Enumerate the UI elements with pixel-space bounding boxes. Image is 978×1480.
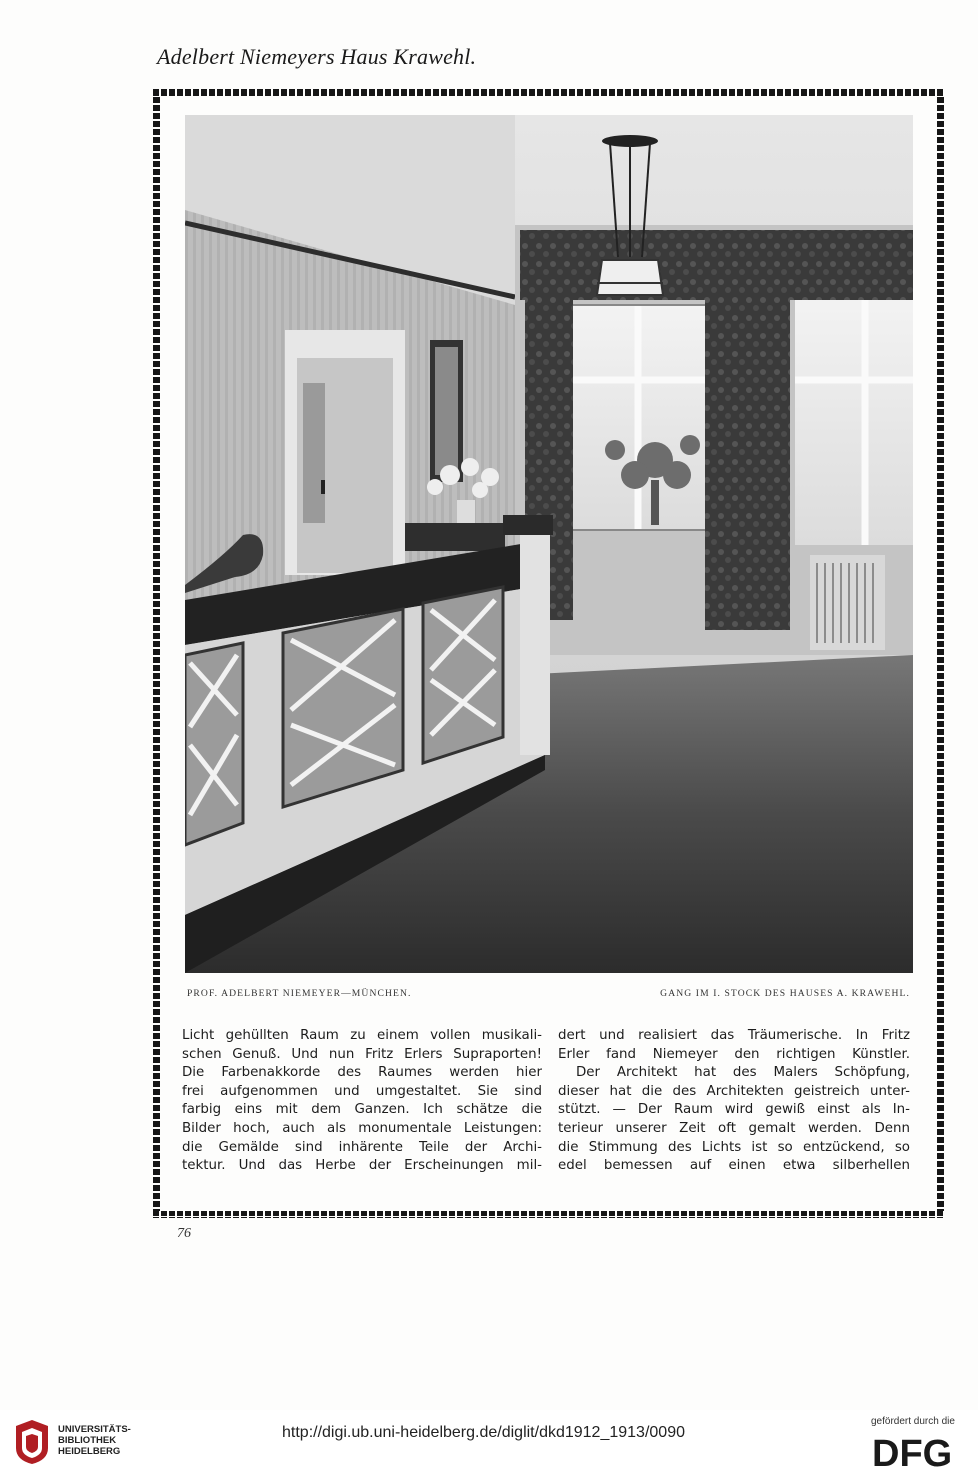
dfg-logo-text: DFG [872, 1433, 953, 1472]
text-line: Der Architekt hat des Malers Schöpfung, [576, 1065, 910, 1081]
text-line: Bilder hoch, auch als monumentale Leistungen: [182, 1120, 542, 1136]
footer-bar [0, 1410, 978, 1480]
text-line: farbig eins mit dem Ganzen. Ich schätze die [182, 1102, 542, 1118]
text-line: frei aufgenommen und umgestaltet. Sie sind [182, 1083, 542, 1099]
text-line: Licht gehüllten Raum zu einem vollen musikali- [182, 1028, 542, 1043]
page-number: 76 [177, 1226, 191, 1241]
text-line: schen Genuß. Und nun Fritz Erlers Supraporten! [182, 1046, 542, 1062]
university-name-line: BIBLIOTHEK [58, 1435, 117, 1446]
funder-label: gefördert durch die [871, 1416, 955, 1427]
text-line: die Stimmung des Lichts ist so entzückend, so [558, 1139, 910, 1155]
photo-caption-title: GANG IM I. STOCK DES HAUSES A. KRAWEHL. [660, 988, 910, 999]
university-name-line: UNIVERSITÄTS- [58, 1424, 131, 1435]
text-column-right [558, 1027, 910, 1187]
text-line: terieur unserer Zeit oft gemalt werden. Denn [558, 1120, 910, 1136]
text-line: edel bemessen auf einen etwa silberhellen [558, 1158, 910, 1174]
text-line: dieser hat die des Architekten geistreich unter- [558, 1083, 910, 1099]
text-line: dert und realisiert das Träumerische. In Fritz [558, 1028, 910, 1043]
text-line: tektur. Und das Herbe der Erscheinungen mil- [182, 1158, 542, 1174]
university-name[interactable] [58, 1424, 168, 1457]
digital-library-url[interactable]: http://digi.ub.uni-heidelberg.de/diglit/dkd1912_1913/0090 [282, 1424, 685, 1441]
text-line: stützt. — Der Raum wird gewiß einst als In- [558, 1102, 910, 1118]
photo-caption-author: PROF. ADELBERT NIEMEYER—MÜNCHEN. [187, 988, 412, 999]
text-line: die Gemälde sind inhärente Teile der Archi- [182, 1139, 542, 1155]
page-header-title: Adelbert Niemeyers Haus Krawehl. [157, 44, 477, 69]
text-line: Erler fand Niemeyer den richtigen Künstler. [558, 1046, 910, 1062]
text-line: Die Farbenakkorde des Raumes werden hier [182, 1065, 542, 1081]
dfg-logo[interactable] [872, 1432, 964, 1472]
university-name-line: HEIDELBERG [58, 1446, 121, 1457]
interior-photograph [185, 115, 913, 973]
text-column-left [182, 1027, 542, 1187]
university-logo-icon[interactable] [12, 1418, 52, 1466]
